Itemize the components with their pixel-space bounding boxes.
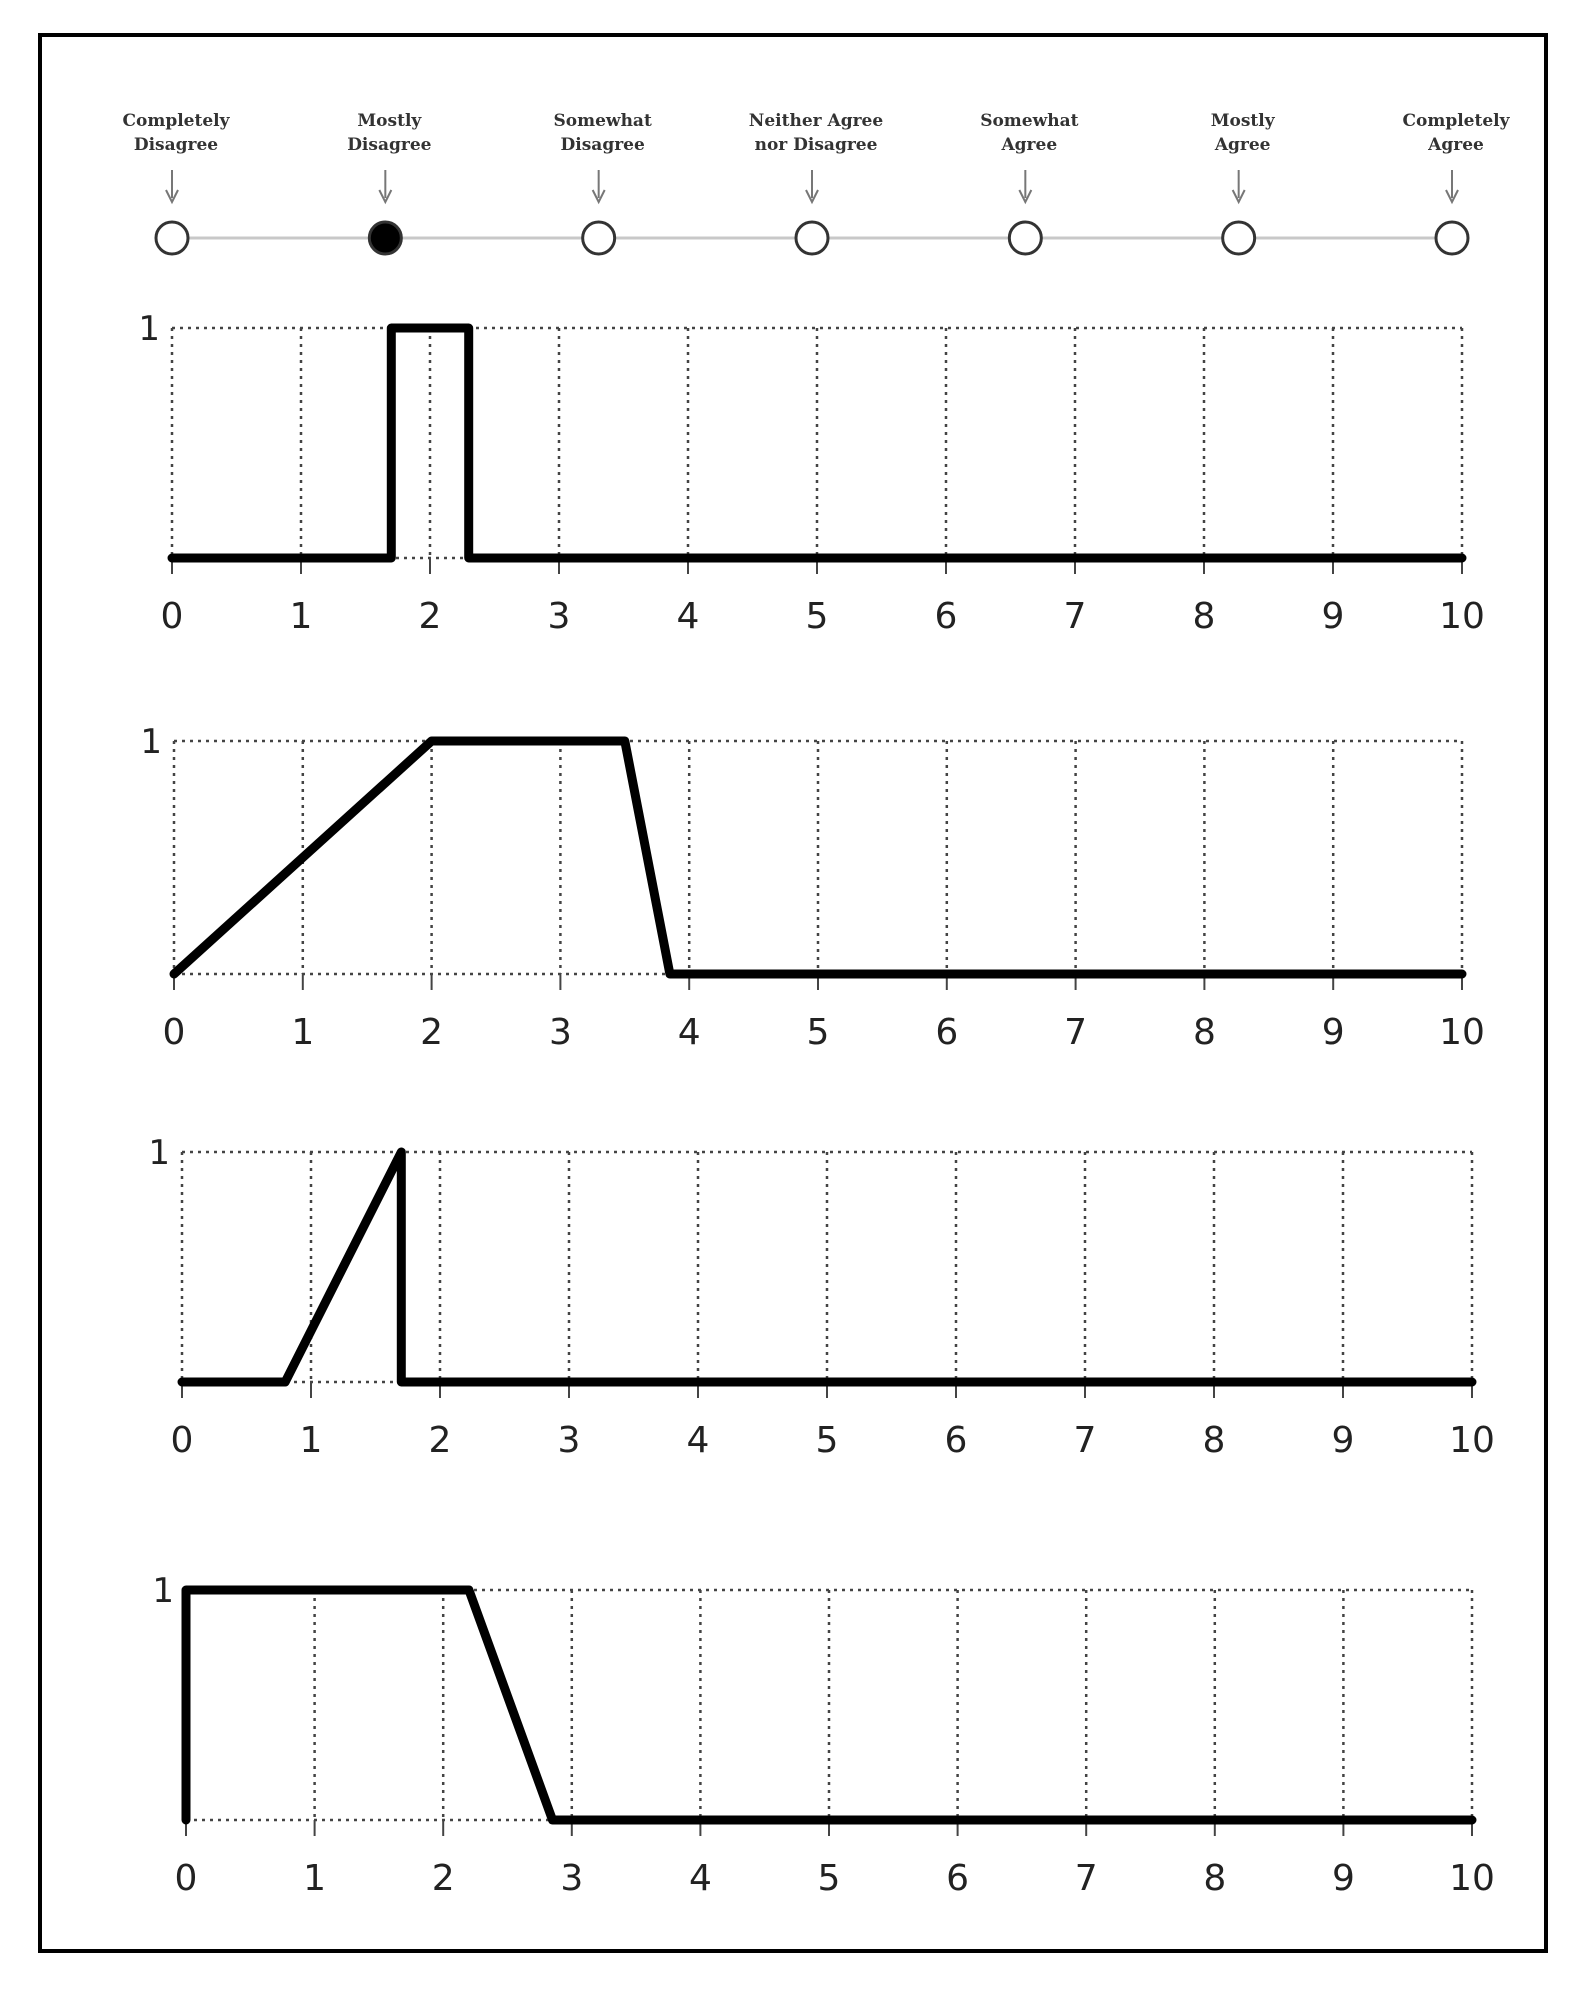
x-axis-ticks: [175, 1820, 1495, 1899]
x-tick-label: 6: [934, 596, 958, 637]
y-tick-label: 1: [138, 309, 160, 349]
x-tick-label: 6: [935, 1012, 959, 1053]
x-tick-label: 10: [1439, 1012, 1485, 1053]
x-axis-ticks: [163, 974, 1485, 1053]
scale-option-label: Disagree: [560, 135, 645, 155]
x-tick-label: 4: [686, 1420, 710, 1461]
x-tick-label: 7: [1063, 596, 1087, 637]
x-tick-label: 6: [944, 1420, 968, 1461]
gridlines: [186, 1590, 1472, 1820]
x-tick-label: 4: [677, 1012, 701, 1053]
likert-scale: [122, 111, 1510, 254]
scale-option-label: Mostly: [1210, 111, 1275, 131]
scale-option-5: [1211, 111, 1276, 254]
x-tick-label: 1: [289, 596, 313, 637]
scale-option-6: [1402, 111, 1510, 254]
scale-radio: [156, 222, 188, 254]
x-tick-label: 3: [557, 1420, 581, 1461]
chart-panel-4: [152, 1571, 1495, 1899]
x-tick-label: 7: [1064, 1012, 1088, 1053]
y-tick-label: 1: [140, 722, 162, 762]
x-axis-ticks: [161, 558, 1485, 637]
x-tick-label: 5: [805, 596, 829, 637]
x-tick-label: 5: [817, 1858, 841, 1899]
scale-radio: [583, 222, 615, 254]
chart-panel-2: [140, 722, 1485, 1053]
x-tick-label: 0: [162, 1012, 186, 1053]
x-tick-label: 1: [303, 1858, 327, 1899]
x-tick-label: 8: [1192, 596, 1216, 637]
scale-option-label: Somewhat: [980, 111, 1079, 131]
scale-option-label: Somewhat: [553, 111, 652, 131]
scale-radio: [796, 222, 828, 254]
x-tick-label: 10: [1449, 1420, 1495, 1461]
scale-radio-selected: [369, 222, 401, 254]
scale-option-1: [347, 111, 431, 254]
x-tick-label: 6: [946, 1858, 970, 1899]
x-axis-ticks: [171, 1382, 1495, 1461]
scale-option-2: [554, 111, 652, 254]
scale-option-label: Agree: [1428, 135, 1484, 155]
scale-option-3: [749, 111, 884, 254]
scale-option-label: Neither Agree: [748, 111, 884, 131]
x-tick-label: 7: [1073, 1420, 1097, 1461]
scale-radio: [1009, 222, 1041, 254]
x-tick-label: 4: [688, 1858, 712, 1899]
scale-option-label: nor Disagree: [754, 135, 878, 155]
x-tick-label: 1: [299, 1420, 323, 1461]
scale-option-label: Mostly: [357, 111, 422, 131]
scale-option-label: Completely: [122, 111, 230, 131]
chart-panel-3: [148, 1133, 1495, 1461]
x-tick-label: 9: [1331, 1858, 1355, 1899]
x-tick-label: 3: [548, 1012, 572, 1053]
y-tick-label: 1: [152, 1571, 174, 1611]
scale-option-label: Agree: [1214, 135, 1271, 155]
x-tick-label: 8: [1192, 1012, 1216, 1053]
scale-option-label: Completely: [1402, 111, 1510, 131]
x-tick-label: 8: [1202, 1420, 1226, 1461]
x-tick-label: 0: [160, 596, 184, 637]
scale-radio: [1436, 222, 1468, 254]
x-tick-label: 9: [1321, 596, 1345, 637]
x-tick-label: 1: [291, 1012, 315, 1053]
y-tick-label: 1: [148, 1133, 170, 1173]
x-tick-label: 4: [676, 596, 700, 637]
x-tick-label: 0: [170, 1420, 194, 1461]
gridlines: [174, 741, 1462, 974]
scale-option-4: [980, 111, 1078, 254]
scale-option-label: Agree: [1001, 135, 1058, 155]
gridlines: [172, 328, 1462, 558]
x-tick-label: 10: [1449, 1858, 1495, 1899]
scale-radio: [1223, 222, 1255, 254]
scale-option-label: Disagree: [347, 135, 432, 155]
x-tick-label: 0: [174, 1858, 198, 1899]
x-tick-label: 10: [1439, 596, 1485, 637]
x-tick-label: 5: [806, 1012, 830, 1053]
x-tick-label: 8: [1203, 1858, 1227, 1899]
x-tick-label: 9: [1321, 1012, 1345, 1053]
x-tick-label: 7: [1074, 1858, 1098, 1899]
gridlines: [182, 1152, 1472, 1382]
x-tick-label: 5: [815, 1420, 839, 1461]
x-tick-label: 9: [1331, 1420, 1355, 1461]
x-tick-label: 3: [547, 596, 571, 637]
x-tick-label: 2: [418, 596, 442, 637]
chart-panel-1: [138, 309, 1485, 637]
scale-option-label: Disagree: [133, 135, 219, 155]
x-tick-label: 2: [420, 1012, 444, 1053]
scale-option-0: [122, 111, 230, 254]
x-tick-label: 3: [560, 1858, 584, 1899]
x-tick-label: 2: [428, 1420, 452, 1461]
x-tick-label: 2: [431, 1858, 455, 1899]
